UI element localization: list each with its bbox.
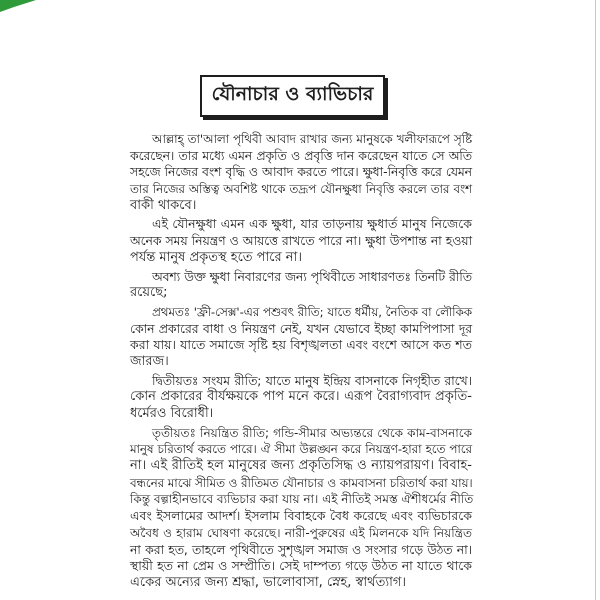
text-line: পর্যন্ত মানুষ প্রকৃতস্থ হতে পারে না। bbox=[130, 249, 302, 265]
text-line: কিন্তু বল্গাহীনভাবে ব্যভিচার করা যায় না। এই নীতিই সমস্ত ঐশীধর্মের নীতি bbox=[130, 492, 474, 507]
text-line: দ্বিতীয়তঃ সংযম রীতি; যাতে মানুষ ইন্দ্রিয় বাসনাকে নিগৃহীত রাখে। bbox=[152, 373, 472, 388]
text-line: কোন প্রকারের বীর্যক্ষয়কে পাপ মনে করে। এরূপ বৈরাগ্যবাদ প্রকৃতি- bbox=[130, 389, 472, 405]
text-line: কোন প্রকারের বাধা ও নিয়ন্ত্রণ নেই, যখন যেভাবে ইচ্ছা কামপিপাসা দূর bbox=[130, 321, 472, 336]
text-line: অনেক সময় নিয়ন্ত্রণ ও আয়ত্তে রাখতে পারে না। ক্ষুধা উপশান্ত না হওয়া bbox=[130, 234, 472, 249]
title-box bbox=[200, 75, 385, 117]
text-line: এবং ইসলামের আদর্শ। ইসলাম বিবাহকে বৈধ করেছে এবং ব্যভিচারকে bbox=[130, 508, 472, 524]
text-line: করেছেন। তার মধ্যে এমন প্রকৃতি ও প্রবৃত্তি দান করেছেন যাতে সে অতি bbox=[130, 148, 472, 163]
paragraph bbox=[130, 304, 472, 371]
text-line: না করা হত, তাহলে পৃথিবীতে সুশৃঙ্খল সমাজ ও সংসার গড়ে উঠত না। bbox=[130, 542, 472, 557]
text-line: স্থায়ী হত না প্রেম ও সম্প্রীতি। সেই দাম্পত্য গড়ে উঠত না যাতে থাকে bbox=[130, 558, 472, 574]
paragraph bbox=[130, 373, 472, 423]
text-line: প্রথমতঃ 'ফ্রী-সেক্স'-এর পশুবৎ রীতি; যাতে ধর্মীয়, নৈতিক বা লৌকিক bbox=[152, 304, 472, 319]
paragraph bbox=[130, 216, 472, 266]
text-line: রয়েছে; bbox=[130, 285, 168, 301]
text-line: জারজ। bbox=[130, 353, 169, 369]
chapter-title: যৌনাচার ও ব্যাভিচার bbox=[211, 83, 374, 105]
text-line: সহজে নিজের বংশ বৃদ্ধি ও আবাদ করতে পারে। ক্ষুধা-নিবৃত্তি করে যেমন bbox=[130, 165, 472, 180]
text-line: না। এই রীতিই হল মানুষের জন্য প্রকৃতিসিদ্ধ ও ন্যায়পরায়ণ। বিবাহ- bbox=[130, 458, 472, 474]
text-line: তার নিজের অস্তিত্ব অবশিষ্ট থাকে তদ্রূপ যৌনক্ষুধা নিবৃত্তি করলে তার বংশ bbox=[130, 182, 472, 197]
paragraph bbox=[130, 131, 472, 214]
text-line: ধর্মেরও বিরোধী। bbox=[130, 406, 214, 421]
body-text bbox=[130, 131, 472, 594]
text-line: বাকী থাকবে। bbox=[130, 197, 197, 213]
text-line: আল্লাহ্ তা'আলা পৃথিবী আবাদ রাখার জন্য মানুষকে খলীফারূপে সৃষ্টি bbox=[152, 132, 472, 146]
text-line: একের অন্যের জন্য শ্রদ্ধা, ভালোবাসা, স্নেহ, স্বার্থত্যাগ। bbox=[130, 574, 407, 590]
paragraph bbox=[130, 269, 472, 302]
text-line: তৃতীয়তঃ নিয়ন্ত্রিত রীতি; গন্ডি-সীমার অভ্যন্তরে থেকে কাম-বাসনাকে bbox=[152, 425, 472, 440]
text-line: বন্ধনের মাঝে সীমিত ও রীতিমত যৌনাচার ও কামবাসনা চরিতার্থ করা যায়। bbox=[130, 475, 473, 490]
paragraph bbox=[130, 425, 472, 592]
green-corner-mark bbox=[0, 0, 36, 12]
text-line: করা যায়। যাতে সমাজে সৃষ্টি হয় বিশৃঙ্খলতা এবং বংশে আসে কত শত bbox=[130, 337, 472, 353]
page-edge-line bbox=[595, 0, 596, 600]
text-line: এই যৌনক্ষুধা এমন এক ক্ষুধা, যার তাড়নায় ক্ষুধার্ত মানুষ নিজেকে bbox=[152, 216, 472, 232]
text-line: অবশ্য উক্ত ক্ষুধা নিবারণের জন্য পৃথিবীতে সাধারণতঃ তিনটি রীতি bbox=[152, 269, 472, 284]
text-line: মানুষ চরিতার্থ করতে পারে। ঐ সীমা উল্লঙ্ঘন করে নিয়ন্ত্রণ-হারা হতে পারে bbox=[130, 442, 472, 457]
text-line: অবৈধ ও হারাম ঘোষণা করেছে। নারী-পুরুষের এই মিলনকে যদি নিয়ন্ত্রিত bbox=[130, 525, 472, 540]
